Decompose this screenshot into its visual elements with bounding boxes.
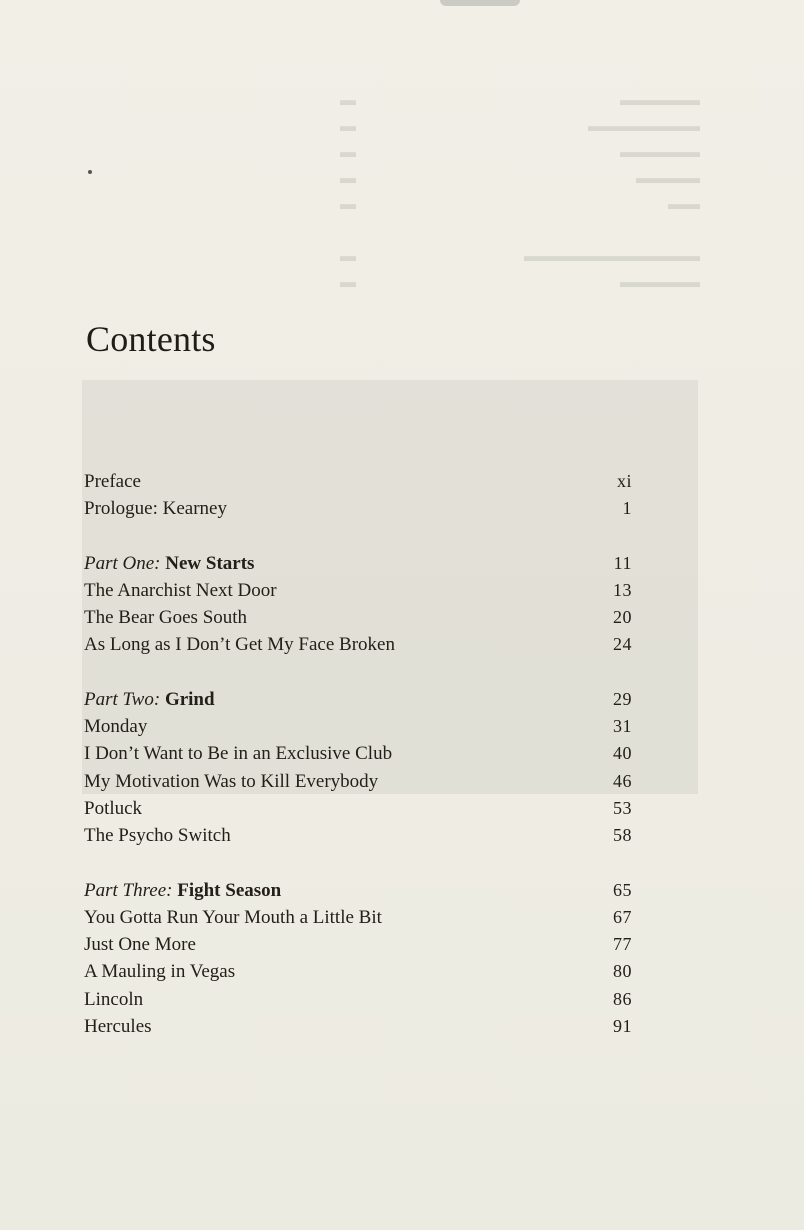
toc-entry[interactable] xyxy=(84,577,632,604)
toc-entry[interactable] xyxy=(84,1013,632,1040)
entry-title: As Long as I Don’t Get My Face Broken xyxy=(84,634,395,656)
toc-entry[interactable] xyxy=(84,495,632,522)
entry-title: The Psycho Switch xyxy=(84,825,231,847)
paper-speck xyxy=(88,170,92,174)
entry-page: 46 xyxy=(613,770,632,791)
table-of-contents xyxy=(84,468,632,1067)
entry-page: 53 xyxy=(613,797,632,818)
part-page: 11 xyxy=(613,552,632,573)
entry-title: Hercules xyxy=(84,1016,152,1038)
entry-page: 1 xyxy=(622,498,632,519)
entry-page: 77 xyxy=(613,934,632,955)
toc-entry[interactable] xyxy=(84,931,632,958)
entry-page: 67 xyxy=(613,906,632,927)
part-page: 65 xyxy=(613,879,632,900)
toc-section-part-two xyxy=(84,686,632,850)
toc-entry[interactable] xyxy=(84,740,632,767)
part-name: Fight Season xyxy=(177,879,282,901)
part-label: Part One: xyxy=(84,552,161,574)
part-name: Grind xyxy=(164,688,215,710)
toc-part-heading[interactable] xyxy=(84,550,632,577)
entry-page: 13 xyxy=(613,579,632,600)
entry-title: Preface xyxy=(84,471,141,492)
part-name: New Starts xyxy=(165,552,255,574)
page-top-mark xyxy=(440,0,520,6)
toc-entry[interactable] xyxy=(84,904,632,931)
entry-page: 20 xyxy=(613,607,632,628)
entry-page: 58 xyxy=(613,825,632,846)
entry-page: 31 xyxy=(613,716,632,737)
toc-part-heading[interactable] xyxy=(84,686,632,713)
entry-title: Lincoln xyxy=(84,988,144,1010)
entry-title: Prologue: Kearney xyxy=(84,498,227,520)
entry-title: My Motivation Was to Kill Everybody xyxy=(84,770,379,792)
entry-title: The Anarchist Next Door xyxy=(84,579,277,601)
entry-page: 80 xyxy=(613,961,632,982)
toc-entry[interactable] xyxy=(84,986,632,1013)
entry-page: xi xyxy=(616,471,632,491)
entry-title: Just One More xyxy=(84,934,196,956)
toc-part-heading[interactable] xyxy=(84,877,632,904)
toc-entry[interactable] xyxy=(84,468,632,495)
entry-title: Monday xyxy=(84,716,148,738)
toc-entry[interactable] xyxy=(84,713,632,740)
toc-entry[interactable] xyxy=(84,604,632,631)
toc-section-part-one xyxy=(84,550,632,659)
entry-title: The Bear Goes South xyxy=(84,607,248,629)
toc-entry[interactable] xyxy=(84,795,632,822)
toc-section-front xyxy=(84,468,632,523)
entry-page: 91 xyxy=(613,1016,632,1037)
entry-title: I Don’t Want to Be in an Exclusive Club xyxy=(84,743,393,765)
entry-page: 24 xyxy=(613,634,632,655)
reverse-page-bleed-through: ▬▬▬▬▬ ▬ ▬▬▬▬▬▬▬ ▬ ▬▬▬▬▬ ▬ ▬▬▬▬ ▬ ▬▬ ▬ ▬▬▬▬▬▬▬▬▬▬▬ ▬ ▬▬▬▬▬ ▬ xyxy=(340,92,700,291)
toc-entry[interactable] xyxy=(84,958,632,985)
toc-entry[interactable] xyxy=(84,822,632,849)
entry-page: 86 xyxy=(613,988,632,1009)
page-title: Contents xyxy=(86,319,216,359)
part-page: 29 xyxy=(613,688,632,709)
entry-title: A Mauling in Vegas xyxy=(84,961,236,983)
entry-title: You Gotta Run Your Mouth a Little Bit xyxy=(84,906,382,928)
entry-title: Potluck xyxy=(84,797,143,819)
entry-page: 40 xyxy=(613,743,632,764)
toc-section-part-three xyxy=(84,877,632,1041)
part-label: Part Two: xyxy=(84,688,161,710)
part-label: Part Three: xyxy=(84,879,173,901)
toc-entry[interactable] xyxy=(84,768,632,795)
toc-entry[interactable] xyxy=(84,631,632,658)
